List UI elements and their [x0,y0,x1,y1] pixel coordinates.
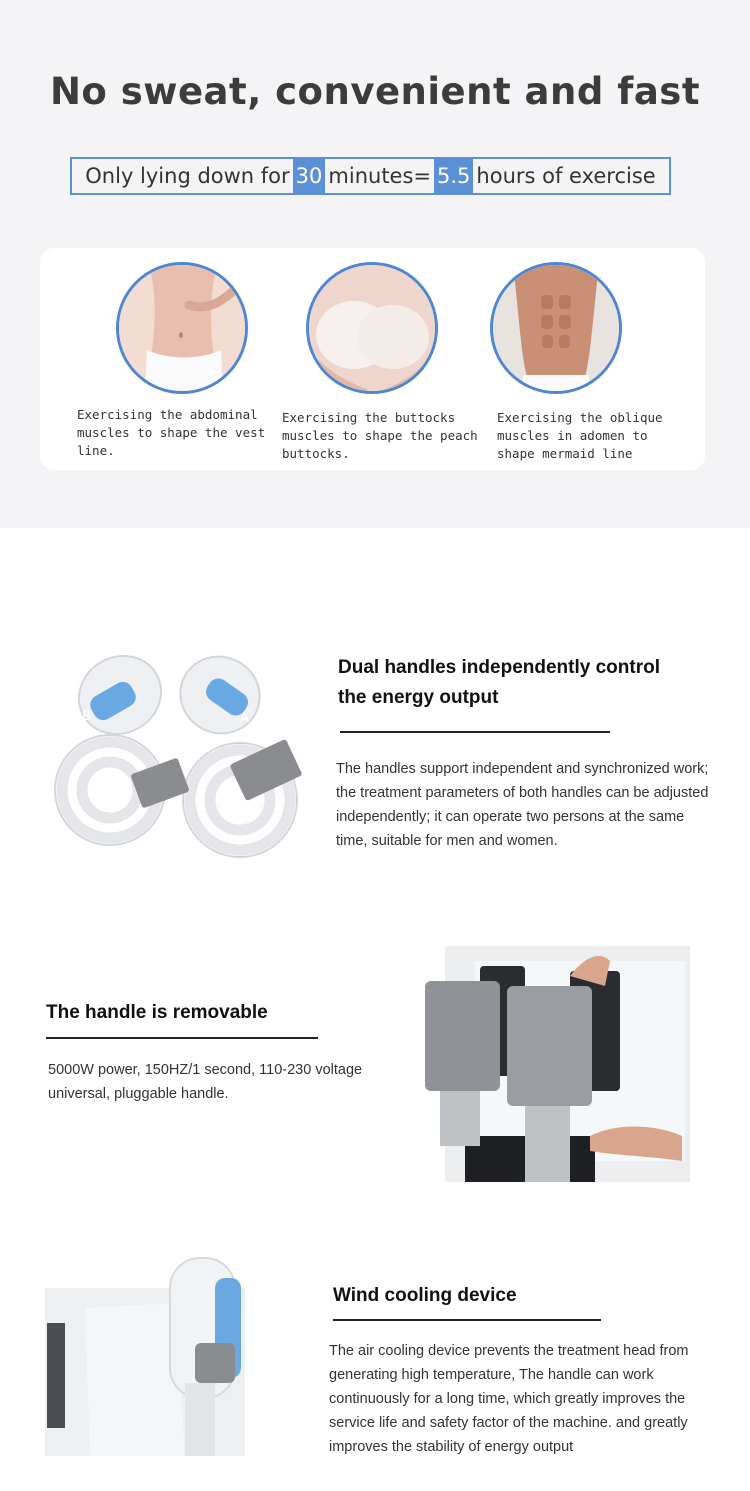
section3-title: Wind cooling device [333,1285,517,1306]
handle-b-label: B [82,709,91,724]
section3-divider [333,1319,601,1321]
section2-divider [46,1037,318,1039]
oblique-caption: Exercising the oblique muscles in adomen to shape mermaid line [497,410,663,461]
claim-text-middle: minutes= [328,164,432,188]
claim-text-end: hours of exercise [476,164,656,188]
exercise-claim-box [70,157,671,195]
section1-divider [340,731,610,733]
section2-title: The handle is removable [46,1002,268,1023]
section1-body: The handles support independent and synchronized work; the treatment parameters of both handles can be adjusted independently; it can operate two persons at the same time, suitable for men and women. [336,761,709,849]
claim-minutes-value: 30 [293,159,326,193]
buttocks-photo-icon [306,262,438,394]
abdomen-caption: Exercising the abdominal muscles to shape the vest line. [77,407,266,458]
section2-body: 5000W power, 150HZ/1 second, 110-230 voltage universal, pluggable handle. [48,1062,363,1102]
abdomen-photo-icon [116,262,248,394]
oblique-photo-icon [490,262,622,394]
handle-a-label: A [240,711,249,726]
section3-body: The air cooling device prevents the treatment head from generating high temperature, The handle can work continuously for a long time, which greatly improves the service life and safety factor of the machine. and greatly improves the stability of energy output [329,1343,689,1455]
cooling-device-image [45,1248,245,1460]
buttocks-caption: Exercising the buttocks muscles to shape the peach buttocks. [282,410,478,461]
page-title: No sweat, convenient and fast [49,70,701,113]
section1-title-line2: the energy output [338,687,499,708]
section1-title-line1: Dual handles independently control [338,657,660,678]
removable-handle-image [420,946,690,1186]
benefits-card [40,248,705,470]
claim-text-start: Only lying down for [85,164,290,188]
section1-title [338,653,660,713]
dual-handles-image [40,650,310,879]
claim-hours-value: 5.5 [434,159,473,193]
